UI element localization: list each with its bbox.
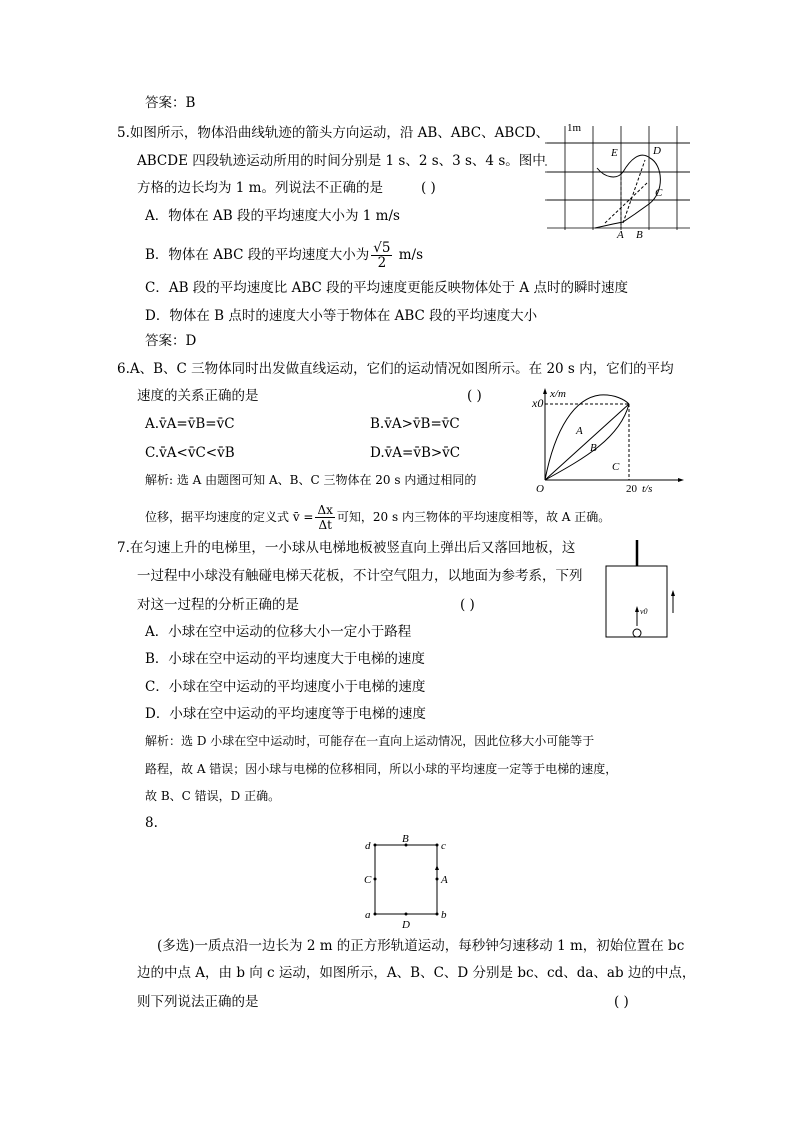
q5-option-a: A．物体在 AB 段的平均速度大小为 1 m/s: [145, 208, 400, 224]
point-b-label: B: [636, 229, 643, 241]
q6-analysis-line1: 解析: 选 A 由题图可知 A、B、C 三物体在 20 s 内通过相同的: [145, 473, 477, 487]
fraction-numerator: √5: [373, 240, 391, 256]
q6-position-time-graph: [530, 388, 690, 496]
delta-x-over-delta-t: [315, 503, 334, 532]
q6-analysis-line2: [145, 503, 610, 532]
x-tick-20: 20: [626, 483, 637, 495]
midpoint-a-label: A: [441, 874, 448, 886]
curve-c-label: C: [612, 461, 620, 473]
q8-square-track-figure: [360, 835, 470, 931]
q5-stem-line1: 5.如图所示，物体沿曲线轨迹的箭头方向运动，沿 AB、ABC、ABCD、: [117, 125, 550, 141]
y-axis-label: x/m: [550, 388, 566, 400]
point-d-label: D: [653, 145, 661, 157]
q6-option-c: C.v̄A<v̄C<v̄B: [145, 445, 235, 461]
midpoint-d-label: D: [402, 919, 410, 931]
q7-analysis-line2: 路程，故 A 错误；因小球与电梯的位移相同，所以小球的平均速度一定等于电梯的速度，: [145, 762, 618, 776]
q5-answer: 答案：D: [145, 333, 197, 349]
analysis-text: 可知，20 s 内三物体的平均速度相等，故 A 正确。: [336, 510, 611, 524]
q5-stem-line3: 方格的边长均为 1 m。列说法不正确的是: [137, 180, 383, 196]
midpoint-b-label: B: [402, 833, 409, 845]
corner-c-label: c: [441, 840, 446, 852]
point-e-label: E: [611, 147, 618, 159]
q6-answer-blank: ( ): [467, 388, 482, 404]
q8-stem-line3: 则下列说法正确的是: [137, 994, 259, 1010]
corner-b-label: b: [441, 909, 447, 921]
q5-option-b-text: B．物体在 ABC 段的平均速度大小为: [145, 247, 370, 263]
q7-answer-blank: ( ): [460, 597, 475, 613]
q5-option-b: [145, 241, 423, 270]
q6-stem-line1: 6.A、B、C 三物体同时出发做直线运动，它们的运动情况如图所示。在 20 s 内，它们的平均: [117, 361, 674, 377]
q7-stem-line1: 7.在匀速上升的电梯里，一小球从电梯地板被竖直向上弹出后又落回地板，这: [117, 540, 576, 556]
x0-tick-label: x0: [532, 396, 544, 410]
q6-option-b: B.v̄A>v̄B=v̄C: [370, 416, 460, 432]
q8-answer-blank: ( ): [614, 994, 629, 1010]
initial-velocity-label: v0: [640, 607, 648, 616]
q7-option-b: B．小球在空中运动的平均速度大于电梯的速度: [145, 651, 425, 667]
curve-a-label: A: [576, 425, 583, 437]
q5-stem-line2: ABCDE 四段轨迹运动所用的时间分别是 1 s、2 s、3 s、4 s。图中: [137, 153, 546, 169]
corner-a-label: a: [365, 909, 371, 921]
point-c-label: C: [655, 187, 663, 199]
line-b-label: B: [590, 442, 597, 454]
corner-d-label: d: [365, 840, 371, 852]
point-a-label: A: [617, 229, 624, 241]
fraction-denominator: 2: [377, 255, 387, 271]
x-axis-label: t/s: [642, 483, 653, 495]
q7-stem-line2: 一过程中小球没有触碰电梯天花板，不计空气阻力，以地面为参考系，下列: [137, 568, 583, 584]
q6-option-d: D.v̄A=v̄B>v̄C: [370, 445, 461, 461]
q7-analysis-line3: 故 B、C 错误，D 正确。: [145, 789, 281, 803]
q8-stem-line2: 边的中点 A，由 b 向 c 运动，如图所示，A、B、C、D 分别是 bc、cd、da、ab 边的中点，: [137, 965, 696, 981]
previous-answer: 答案：B: [145, 95, 196, 111]
sqrt5-over-2-fraction: [371, 241, 392, 270]
q8-number: 8.: [145, 815, 158, 831]
q7-option-d: D．小球在空中运动的平均速度等于电梯的速度: [145, 706, 426, 722]
q6-stem-line2: 速度的关系正确的是: [137, 388, 259, 404]
q5-answer-blank: ( ): [421, 180, 436, 196]
q5-grid-trajectory-figure: [545, 120, 690, 241]
q7-stem-line3: 对这一过程的分析正确的是: [137, 597, 299, 613]
q5-option-c: C．AB 段的平均速度比 ABC 段的平均速度更能反映物体处于 A 点时的瞬时速度: [145, 280, 628, 296]
analysis-text: 位移，据平均速度的定义式 v̄ =: [145, 510, 314, 524]
q7-option-a: A．小球在空中运动的位移大小一定小于路程: [145, 624, 412, 640]
midpoint-c-label: C: [364, 874, 372, 886]
unit: m/s: [394, 247, 424, 263]
q7-analysis-line1: 解析：选 D 小球在空中运动时，可能存在一直向上运动情况，因此位移大小可能等于: [145, 734, 595, 748]
origin-label: O: [536, 483, 544, 495]
fraction-denominator: Δt: [318, 518, 332, 532]
grid-scale-label: 1m: [567, 122, 582, 134]
fraction-numerator: Δx: [317, 503, 333, 517]
q5-option-d: D．物体在 B 点时的速度大小等于物体在 ABC 段的平均速度大小: [145, 308, 538, 324]
q7-option-c: C．小球在空中运动的平均速度小于电梯的速度: [145, 679, 426, 695]
q6-option-a: A.v̄A=v̄B=v̄C: [145, 416, 235, 432]
q7-elevator-figure: [600, 538, 675, 640]
q8-stem-line1: (多选)一质点沿一边长为 2 m 的正方形轨道运动，每秒钟匀速移动 1 m，初始位置在 bc: [157, 938, 685, 954]
